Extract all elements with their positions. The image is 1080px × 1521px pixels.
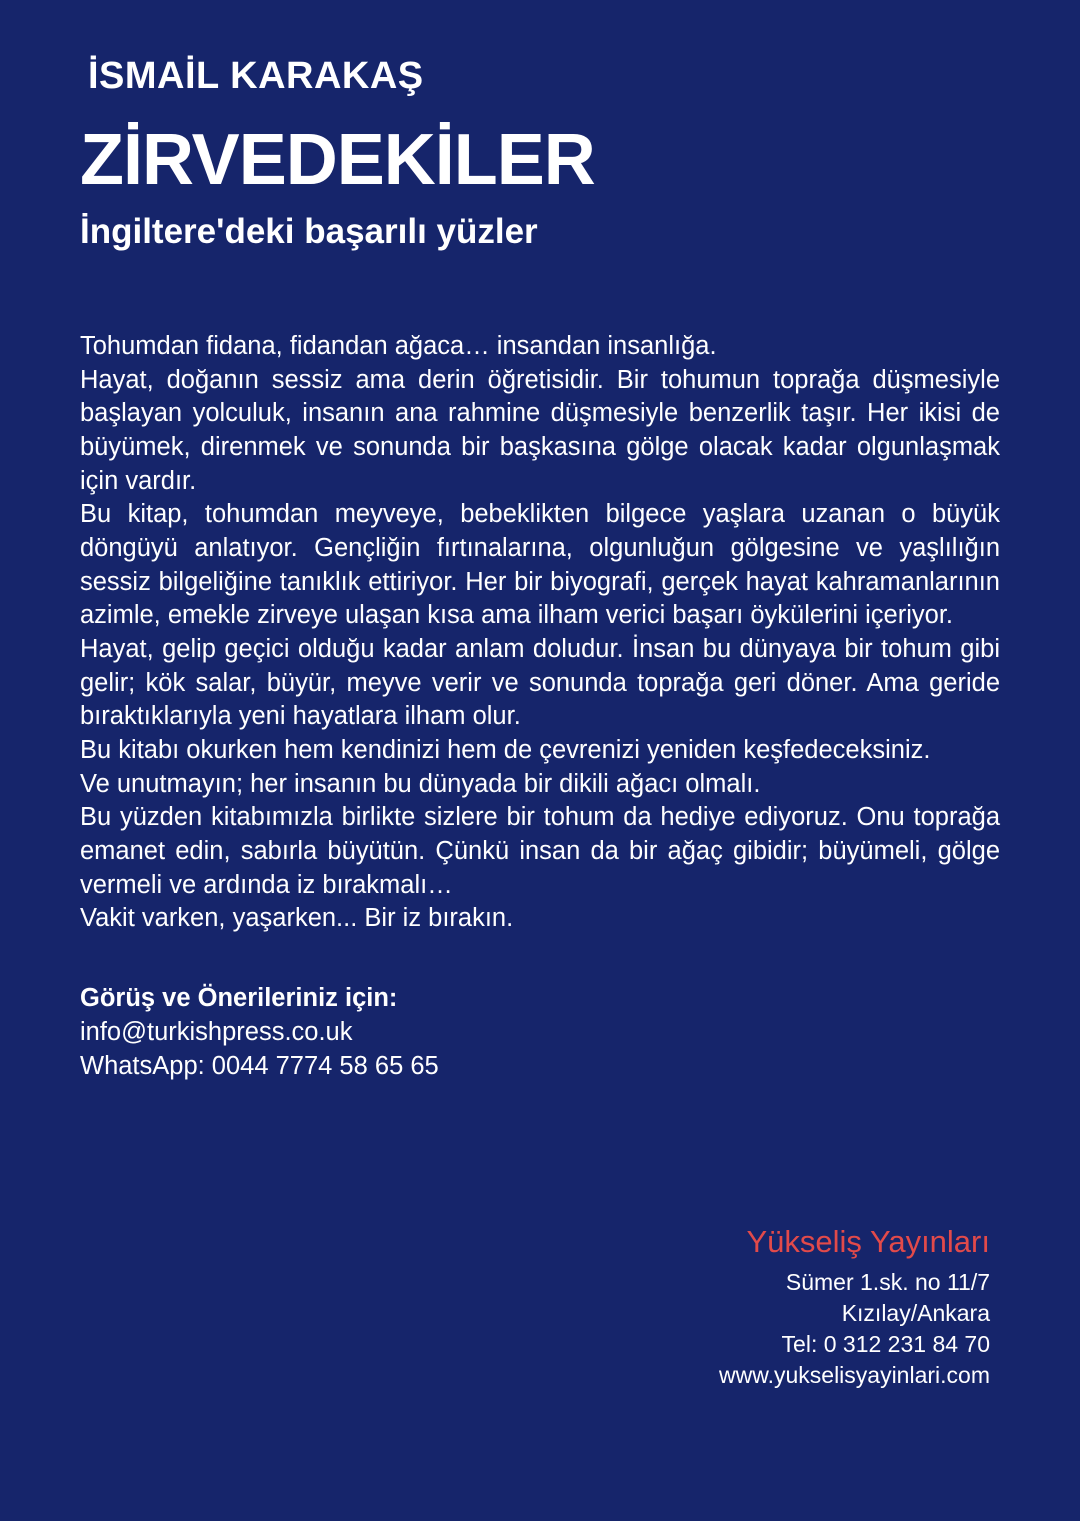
blurb-paragraph: Ve unutmayın; her insanın bu dünyada bir dikili ağacı olmalı. <box>80 769 761 798</box>
contact-whatsapp[interactable]: WhatsApp: 0044 7774 58 65 65 <box>80 1051 439 1080</box>
publisher-name: Yükseliş Yayınları <box>746 1223 990 1259</box>
contact-block <box>80 982 1000 1084</box>
contact-heading: Görüş ve Önerileriniz için: <box>80 983 398 1012</box>
book-subtitle: İngiltere'deki başarılı yüzler <box>80 211 538 251</box>
publisher-address-line1: Sümer 1.sk. no 11/7 <box>785 1268 990 1295</box>
blurb-paragraph: Bu yüzden kitabımızla birlikte sizlere bir tohum da hediye ediyoruz. Onu toprağa emanet edin, sabırla büyütün. Çünkü insan da bir ağaç gibidir; büyümeli, gölge vermeli ve ardında iz bırakmalı… <box>80 803 1000 899</box>
publisher-phone: Tel: 0 312 231 84 70 <box>781 1330 990 1357</box>
publisher-block <box>80 1221 1000 1481</box>
book-title: ZİRVEDEKİLER <box>80 119 595 200</box>
blurb-paragraph: Hayat, doğanın sessiz ama derin öğretisidir. Bir tohumun toprağa düşmesiyle başlayan yolculuk, insanın ana rahmine düşmesiyle benzerlik taşır. Her ikisi de büyümek, direnmek ve sonunda bir başkasına gölge olacak kadar olgunlaşmak için vardır. <box>80 365 1000 495</box>
publisher-website[interactable]: www.yukselisyayinlari.com <box>719 1361 990 1388</box>
blurb-paragraph: Hayat, gelip geçici olduğu kadar anlam doludur. İnsan bu dünyaya bir tohum gibi gelir; kök salar, büyür, meyve verir ve sonunda toprağa geri döner. Ama geride bıraktıklarıyla yeni hayatlara ilham olur. <box>80 634 1000 731</box>
blurb-paragraph: Bu kitabı okurken hem kendinizi hem de çevrenizi yeniden keşfedeceksiniz. <box>80 735 931 764</box>
publisher-address-line2: Kızılay/Ankara <box>841 1299 990 1326</box>
blurb-paragraph: Bu kitap, tohumdan meyveye, bebeklikten bilgece yaşlara uzanan o büyük döngüyü anlatıyor. Gençliğin fırtınalarına, olgunluğun gölgesine ve yaşlılığın sessiz bilgeliğine tanıklık ettiriyor. Her bir biyografi, gerçek hayat kahramanlarının azimle, emekle zirveye ulaşan kısa ama ilham verici başarı öykülerini içeriyor. <box>80 500 1000 630</box>
blurb-paragraph: Vakit varken, yaşarken... Bir iz bırakın. <box>80 904 514 933</box>
author-name: İSMAİL KARAKAŞ <box>88 55 424 97</box>
layout-spacer <box>80 1084 1000 1221</box>
contact-email[interactable]: info@turkishpress.co.uk <box>80 1017 353 1046</box>
blurb-text <box>80 330 1000 936</box>
blurb-paragraph: Tohumdan fidana, fidandan ağaca… insandan insanlığa. <box>80 332 717 361</box>
